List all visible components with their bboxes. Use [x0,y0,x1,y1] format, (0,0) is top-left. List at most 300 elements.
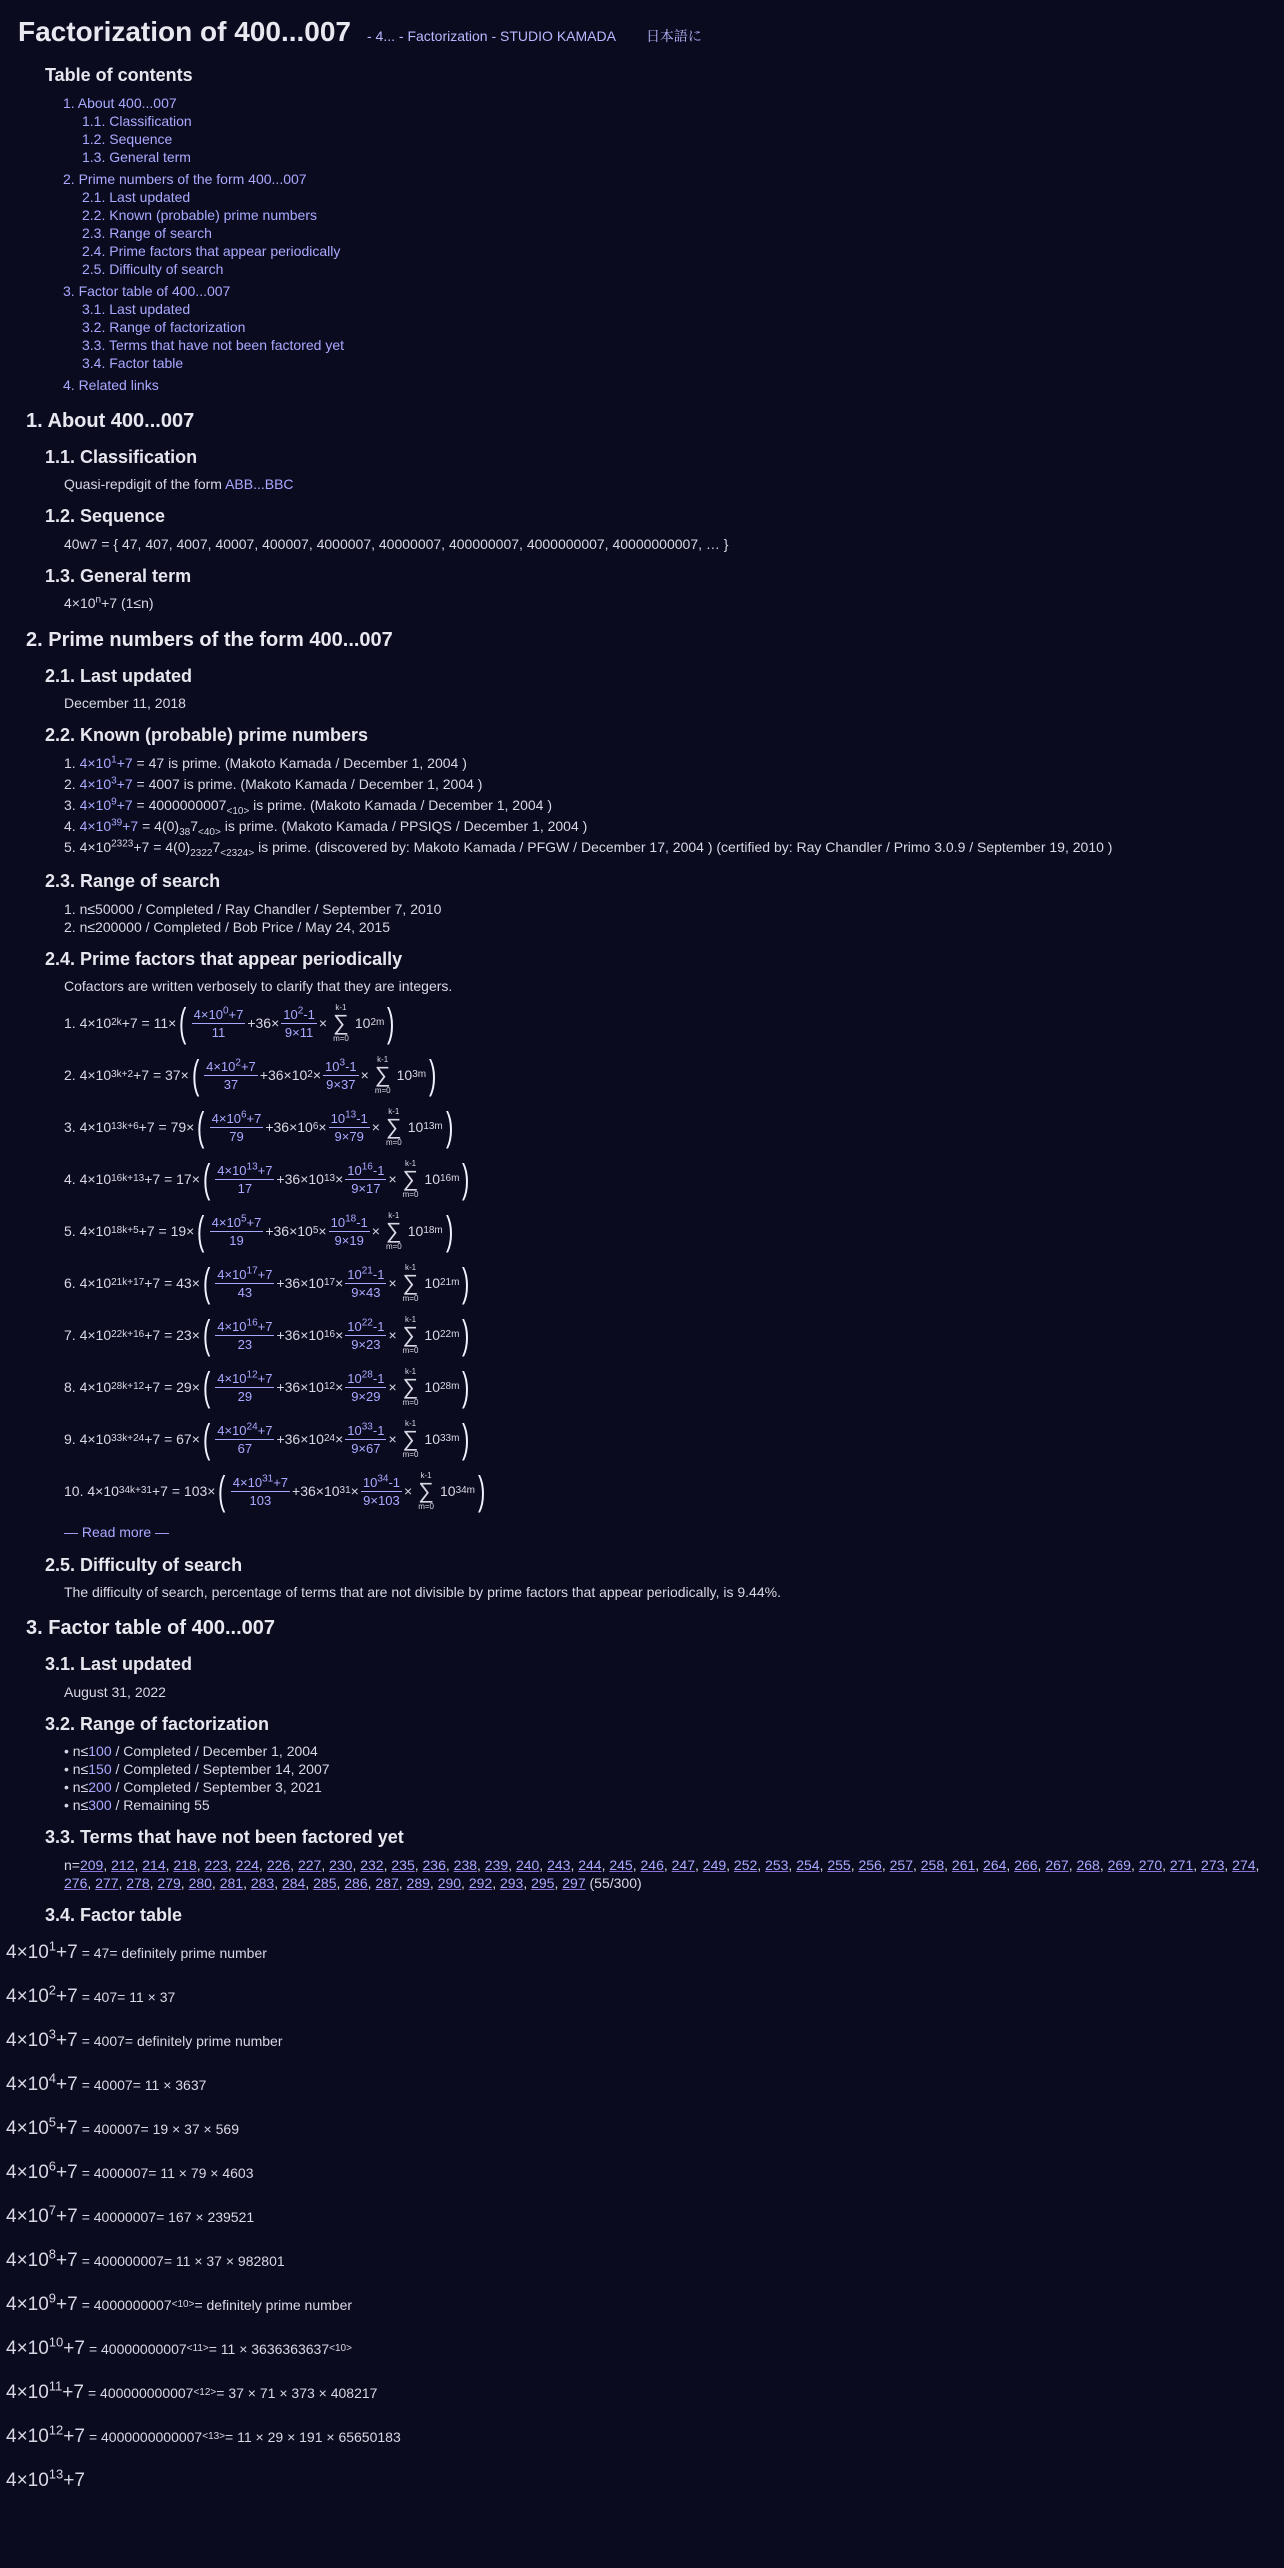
num-base: 4×10 [217,1162,247,1178]
known-primes-heading: 2.2. Known (probable) prime numbers [45,725,369,746]
toc-link[interactable]: 2.3. Range of search [82,224,212,241]
toc-link[interactable]: 2.5. Difficulty of search [82,260,224,277]
range-status: / Completed / September 3, 2021 [111,1779,322,1796]
sigma-sum [386,1107,402,1147]
prime-eq: = 4007 is prime. (Makoto Kamada / December 1, 2004 ) [132,776,483,793]
left-paren: ( [202,1417,211,1462]
term-link[interactable]: 245 [609,1856,633,1873]
term-link[interactable]: 277 [95,1874,119,1891]
factor-lhs [6,2026,78,2054]
term-mid: +36 [265,1223,290,1240]
section-1-heading: 1. About 400...007 [26,409,195,432]
factor-lhs [6,2246,78,2274]
factor-result: = 11 × 29 × 191 × 65650183 [225,2428,401,2445]
prime-eq: = 4(0) [138,818,180,835]
sum-base: 10 [424,1171,440,1188]
term-link[interactable]: 224 [235,1856,260,1873]
term-link[interactable]: 209 [79,1856,104,1873]
fraction-numerator [215,1266,274,1284]
fraction-numerator [329,1214,370,1232]
sequence-text: 40w7 = { 47, 407, 4007, 40007, 400007, 4000007, 40000007, 400000007, 4000000007, 40000000007, … } [64,535,729,552]
lhs-exp: 8 [48,2246,57,2262]
num-base: 10 [347,1422,362,1438]
sigma-top: k-1 [404,1315,417,1325]
toc-item [45,112,1284,130]
fraction-numerator [345,1422,386,1440]
page-subtitle: - 4... - Factorization - STUDIO KAMADA [367,28,616,44]
num-tail: -1 [372,1318,385,1334]
toc-link[interactable]: 1. About 400...007 [63,94,177,111]
fraction [323,1058,359,1093]
num-exp: 2 [297,1005,304,1017]
term-link[interactable]: 212 [111,1856,135,1873]
term-link[interactable]: 236 [422,1856,446,1873]
toc-item [45,336,1284,354]
formula-row: 2. 4×10 3k+2 +7 = 37× ( $\frac{4\times 10^2+7}{37}$ +36 ×10 2 × $\frac{10^3-1}{9\times 37}$ × k-1 ∑ m=0 10 3m ) [64,1053,437,1098]
toc-link[interactable]: 3.1. Last updated [82,300,191,317]
term-times: × [388,1327,397,1344]
toc-link[interactable]: 3.4. Factor table [82,354,184,371]
toc-link[interactable]: 2.2. Known (probable) prime numbers [82,206,318,223]
term-separator: , [274,1874,282,1891]
toc-link[interactable]: 2. Prime numbers of the form 400...007 [63,170,307,187]
formula-lhs-base: 4×10 [79,1431,112,1448]
term-separator: , [1130,1856,1139,1873]
term-link[interactable]: 256 [858,1856,882,1873]
formula-lhs-rest: +7 = 67× [144,1431,200,1448]
sum-base: 10 [439,1483,456,1500]
term-times: × [360,1067,369,1084]
formula-lhs-base: 4×10 [79,1379,112,1396]
table-row [6,2107,1284,2151]
right-paren: ) [462,1365,470,1410]
term-link[interactable]: 257 [889,1856,913,1873]
lhs-base: 4×10 [6,1941,49,1963]
factor-value: = 4000000000007 [88,2428,203,2445]
sigma-icon: ∑ [385,1114,402,1140]
term-link[interactable]: 230 [329,1856,353,1873]
left-paren: ( [202,1261,211,1306]
term-separator: , [165,1856,174,1873]
range-status: / Completed / September 14, 2007 [111,1761,330,1778]
periodic-factors-heading: 2.4. Prime factors that appear periodically [45,948,403,969]
toc-item [45,318,1284,336]
fraction [345,1422,386,1457]
range-status: / Completed / December 1, 2004 [111,1743,318,1760]
term-link[interactable]: 274 [1232,1856,1256,1873]
formula-lhs-base: 4×10 [79,1275,112,1292]
sum-base: 10 [424,1379,440,1396]
lhs-base: 4×10 [6,2381,49,2403]
factor-value: = 4000000007 [81,2296,172,2313]
list-item [64,753,1284,774]
term-separator: , [975,1856,984,1873]
toc-item [45,224,1284,242]
term-link[interactable]: 232 [360,1856,384,1873]
term-link[interactable]: 285 [313,1874,337,1891]
term-link[interactable]: 255 [827,1856,851,1873]
fraction [210,1110,264,1145]
left-paren: ( [202,1365,211,1410]
last-updated-text: December 11, 2018 [64,694,186,711]
factor-result: = 11 × 3637 [132,2076,207,2093]
term-link[interactable]: 279 [157,1874,181,1891]
formula-number: 8. [64,1379,80,1396]
fraction [329,1214,370,1249]
range-link[interactable]: 200 [88,1779,112,1796]
sigma-icon: ∑ [418,1478,434,1504]
digit-count: <2324> [220,848,255,860]
num-exp: 13 [246,1161,258,1173]
fraction-denominator: 23 [237,1336,253,1352]
prime-expression[interactable] [80,797,133,813]
sigma-icon: ∑ [385,1218,402,1244]
term-separator: , [336,1874,345,1891]
term-separator: , [912,1856,921,1873]
fraction-numerator [361,1474,402,1492]
expr-exp: 3 [111,775,117,787]
term-link[interactable]: 289 [406,1874,430,1891]
term-link[interactable]: 292 [468,1874,493,1891]
term-separator: , [445,1856,454,1873]
num-tail: -1 [372,1162,385,1178]
term-link[interactable]: 278 [126,1874,150,1891]
expr-tail: +7 [122,818,139,835]
term-times: × [335,1275,344,1292]
formula-number: 3. [64,1119,80,1136]
factor-result: = 11 × 3636363637 [208,2340,330,2357]
term-link[interactable]: 297 [562,1874,586,1891]
term-separator: , [180,1874,189,1891]
prime-mid: 7 [212,839,221,856]
prime-expression[interactable] [80,755,133,771]
right-paren: ) [462,1313,470,1358]
term-link[interactable]: 226 [266,1856,291,1873]
expr-exp: 39 [111,817,123,829]
formula-lhs-base: 4×10 [79,1223,112,1240]
term-link[interactable]: 295 [531,1874,555,1891]
num-base: 4×10 [211,1110,241,1126]
right-paren: ) [462,1261,470,1306]
num-base: 10 [330,1110,346,1126]
range-link[interactable]: 300 [88,1797,112,1814]
toc-item [45,282,1284,300]
term-link[interactable]: 264 [983,1856,1007,1873]
term-separator: , [243,1874,251,1891]
range-link[interactable]: 150 [88,1761,112,1778]
term-link[interactable]: 252 [733,1856,758,1873]
term-link[interactable]: 266 [1014,1856,1038,1873]
term-separator: , [1068,1856,1077,1873]
term-link[interactable]: 214 [142,1856,166,1873]
term-times: × [335,1431,344,1448]
term-separator: , [881,1856,890,1873]
table-row [6,2239,1284,2283]
toc-link[interactable]: 3.3. Terms that have not been factored yet [82,336,345,353]
range-status: / Remaining 55 [111,1797,210,1814]
term-link[interactable]: 223 [204,1856,228,1873]
term-link[interactable]: 247 [671,1856,695,1873]
term-link[interactable]: 276 [64,1874,88,1891]
range-link[interactable]: 100 [88,1743,112,1760]
num-base: 10 [362,1474,378,1490]
term-link[interactable]: 254 [796,1856,820,1873]
term-times: × [350,1483,359,1500]
toc-link[interactable]: 2.4. Prime factors that appear periodically [82,242,341,259]
list-item: 1. n≤50000 / Completed / Ray Chandler / September 7, 2010 [64,900,442,917]
fraction-denominator: 79 [229,1128,244,1144]
lhs-tail: +7 [56,1985,78,2007]
sum-base: 10 [424,1275,440,1292]
num-tail: +7 [257,1370,273,1386]
item-number: 5. [64,839,80,856]
num-base: 10 [330,1214,346,1230]
sigma-icon: ∑ [374,1062,391,1088]
term-times: × [271,1015,280,1032]
num-base: 10 [325,1058,340,1074]
term-times: × [388,1431,397,1448]
term-link[interactable]: 280 [188,1874,212,1891]
toc-link[interactable]: 1.1. Classification [82,112,192,129]
toc-item [45,300,1284,318]
term-mid: +36 [276,1431,301,1448]
lhs-base: 4×10 [6,2205,49,2227]
expr-exp: 9 [111,796,117,808]
table-row: $4\times 10^{11}+7$ = 400000000007 <12> = 37 × 71 × 373 × 408217 [6,2371,1284,2415]
digit-run: 2322 [190,848,213,860]
factor-value: = 40000000007 [88,2340,187,2357]
term-link[interactable]: 253 [765,1856,789,1873]
sigma-top: k-1 [335,1003,347,1013]
lhs-tail: +7 [56,2205,78,2227]
table-row [6,2063,1284,2107]
formula-row: 4. 4×10 16k+13 +7 = 17× ( $\frac{4\times 10^{13}+7}{17}$ +36 ×10 13 × $\frac{10^{16}-1}{9\times 17}$ × k-1 ∑ m=0 10 16m ) [64,1157,470,1202]
sigma-sum [375,1055,391,1095]
sigma-bottom: m=0 [374,1086,391,1096]
formula-lhs-rest: +7 = 37× [133,1067,189,1084]
term-separator: , [944,1856,952,1873]
read-more-link[interactable]: — Read more — [64,1524,170,1541]
fraction [329,1110,370,1145]
fraction-denominator: 17 [237,1180,253,1196]
toc-link[interactable]: 4. Related links [63,376,159,393]
term-link[interactable]: 227 [297,1856,322,1873]
lhs-tail: +7 [56,2073,78,2095]
section-factor-table [0,1615,1284,2503]
factor-value: = 407 [81,1988,118,2005]
right-paren: ) [462,1157,470,1202]
fraction-numerator [210,1110,264,1128]
fraction-denominator: 9×17 [351,1180,381,1196]
term-link[interactable]: 238 [453,1856,478,1873]
fraction [215,1422,274,1457]
factor-result: = definitely prime number [124,2032,283,2049]
toc-link[interactable]: 3.2. Range of factorization [82,318,246,335]
term-mult: ×10 [300,1379,324,1396]
term-mult: ×10 [289,1119,313,1136]
term-separator: , [149,1874,158,1891]
term-times: × [335,1327,344,1344]
fraction [215,1370,274,1405]
fraction-numerator [345,1318,386,1336]
term-separator: , [819,1856,828,1873]
fraction-numerator [323,1058,359,1076]
term-link[interactable]: 246 [640,1856,664,1873]
num-base: 10 [347,1318,362,1334]
table-row: $4\times 10^{12}+7$ = 4000000000007 <13> = 11 × 29 × 191 × 65650183 [6,2415,1284,2459]
toc-link[interactable]: 2.1. Last updated [82,188,191,205]
toc-item [45,206,1284,224]
num-base: 4×10 [193,1006,223,1022]
term-separator: , [118,1874,127,1891]
toc-item [45,170,1284,188]
sigma-bottom: m=0 [402,1294,419,1304]
periodic-note: Cofactors are written verbosely to clarify that they are integers. [64,978,453,995]
term-separator: , [398,1874,407,1891]
num-exp: 16 [246,1317,258,1329]
sigma-bottom: m=0 [402,1450,419,1460]
sigma-bottom: m=0 [333,1034,349,1044]
toc-heading: Table of contents [45,65,193,86]
prime-note: is prime. (discovered by: Makoto Kamada / PFGW / December 17, 2004 ) (certified by: Ray Chandler / Primo 3.0.9 / September 19, 2010 ) [254,839,1113,856]
lhs-tail: +7 [56,2117,78,2139]
right-paren: ) [462,1417,470,1462]
lhs-base: 4×10 [6,1985,49,2007]
toc-link[interactable]: 1.2. Sequence [82,130,173,147]
term-link[interactable]: 239 [484,1856,509,1873]
general-term-heading: 1.3. General term [45,565,192,586]
term-link[interactable]: 244 [578,1856,602,1873]
num-exp: 16 [361,1161,373,1173]
term-separator: , [305,1874,314,1891]
classification-text [64,475,1284,493]
fraction-numerator [215,1370,274,1388]
term-link[interactable]: 283 [250,1874,275,1891]
left-paren: ( [197,1105,205,1150]
sigma-top: k-1 [420,1471,432,1481]
formula-number: 7. [64,1327,80,1344]
term-link[interactable]: 267 [1045,1856,1069,1873]
toc-item [45,94,1284,112]
term-link[interactable]: 240 [515,1856,540,1873]
term-link[interactable]: 218 [173,1856,197,1873]
num-tail: +7 [257,1318,273,1334]
factor-table-heading: 3.4. Factor table [45,1904,183,1925]
num-tail: +7 [240,1058,256,1074]
toc-link[interactable]: 1.3. General term [82,148,191,165]
fraction-denominator: 9×79 [334,1128,364,1144]
fraction [345,1318,386,1353]
term-link[interactable]: 287 [375,1874,399,1891]
num-exp: 17 [246,1265,258,1277]
prime-expression[interactable] [80,818,139,834]
sum-base: 10 [424,1327,440,1344]
toc-list [45,94,1284,394]
factor-last-updated-heading: 3.1. Last updated [45,1654,193,1675]
formula-row: 7. 4×10 22k+16 +7 = 23× ( $\frac{4\times 10^{16}+7}{23}$ +36 ×10 16 × $\frac{10^{22}-1}{9\times 23}$ × k-1 ∑ m=0 10 22m ) [64,1313,470,1358]
left-paren: ( [202,1313,211,1358]
term-link[interactable]: 249 [702,1856,727,1873]
list-item [64,1760,1284,1778]
num-exp: 21 [361,1265,373,1277]
formula-row: 10. 4×10 34k+31 +7 = 103× ( $\frac{4\times 10^{31}+7}{103}$ +36 ×10 31 × $\frac{10^{34}-1}{9\times 103}$ × k-1 ∑ m=0 10 34m ) [64,1469,486,1514]
term-link[interactable]: 258 [920,1856,945,1873]
factor-result: = 37 × 71 × 373 × 408217 [216,2384,378,2401]
num-base: 10 [283,1006,298,1022]
formula-lhs-rest: +7 = 103× [152,1483,216,1500]
classification-link[interactable]: ABB...BBC [225,476,294,493]
periodic-formulas [0,997,1284,1517]
term-separator: , [850,1856,859,1873]
term-link[interactable]: 270 [1138,1856,1163,1873]
sigma-top: k-1 [404,1263,417,1273]
digit-count: <40> [198,827,221,839]
term-times: × [388,1379,397,1396]
term-link[interactable]: 281 [219,1874,244,1891]
term-separator: , [757,1856,766,1873]
item-number: 1. [64,755,80,772]
num-tail: -1 [372,1266,385,1282]
sigma-sum [403,1159,419,1199]
term-mid: +36 [276,1379,301,1396]
fraction-numerator [345,1162,386,1180]
prime-mid: 7 [190,818,198,835]
expr-exp: 2323 [111,838,134,850]
formula-lhs-base: 4×10 [79,1327,112,1344]
table-row [6,1931,1284,1975]
sigma-bottom: m=0 [418,1502,434,1512]
toc-link[interactable]: 3. Factor table of 400...007 [63,282,231,299]
japanese-link[interactable]: 日本語に [645,28,702,44]
term-link[interactable]: 273 [1201,1856,1225,1873]
num-exp: 28 [361,1369,373,1381]
lhs-exp: 10 [48,2334,64,2350]
expr-base: 4×10 [79,755,112,772]
sigma-sum [418,1471,434,1511]
toc-item [45,354,1284,372]
formula-number: 4. [64,1171,80,1188]
prime-expression[interactable] [80,776,133,792]
sigma-icon: ∑ [402,1270,419,1296]
factor-value: = 47 [81,1944,110,1961]
factor-value: = 400007 [81,2120,141,2137]
term-link[interactable]: 290 [437,1874,462,1891]
page-header [0,0,1284,58]
factor-lhs [6,2158,78,2186]
term-separator: , [461,1874,469,1891]
formula-lhs-rest: +7 = 11× [121,1015,177,1032]
term-link[interactable]: 271 [1169,1856,1194,1873]
term-separator: , [663,1856,672,1873]
term-link[interactable]: 261 [951,1856,976,1873]
lhs-tail: +7 [56,2161,78,2183]
term-link[interactable]: 286 [344,1874,368,1891]
term-link[interactable]: 268 [1076,1856,1100,1873]
term-separator: , [211,1874,220,1891]
term-link[interactable]: 243 [547,1856,571,1873]
term-link[interactable]: 293 [499,1874,524,1891]
prime-note: is prime. (Makoto Kamada / December 1, 2004 ) [249,797,552,814]
term-link[interactable]: 284 [281,1874,306,1891]
term-link[interactable]: 269 [1107,1856,1131,1873]
formula-row: 8. 4×10 28k+12 +7 = 29× ( $\frac{4\times 10^{12}+7}{29}$ +36 ×10 12 × $\frac{10^{28}-1}{9\times 29}$ × k-1 ∑ m=0 10 28m ) [64,1365,470,1410]
term-mid: +36 [259,1067,284,1084]
formula-number: 9. [64,1431,80,1448]
toc-item [45,130,1284,148]
factor-result: = 167 × 239521 [156,2208,255,2225]
num-tail: +7 [246,1110,262,1126]
term-link[interactable]: 235 [391,1856,415,1873]
